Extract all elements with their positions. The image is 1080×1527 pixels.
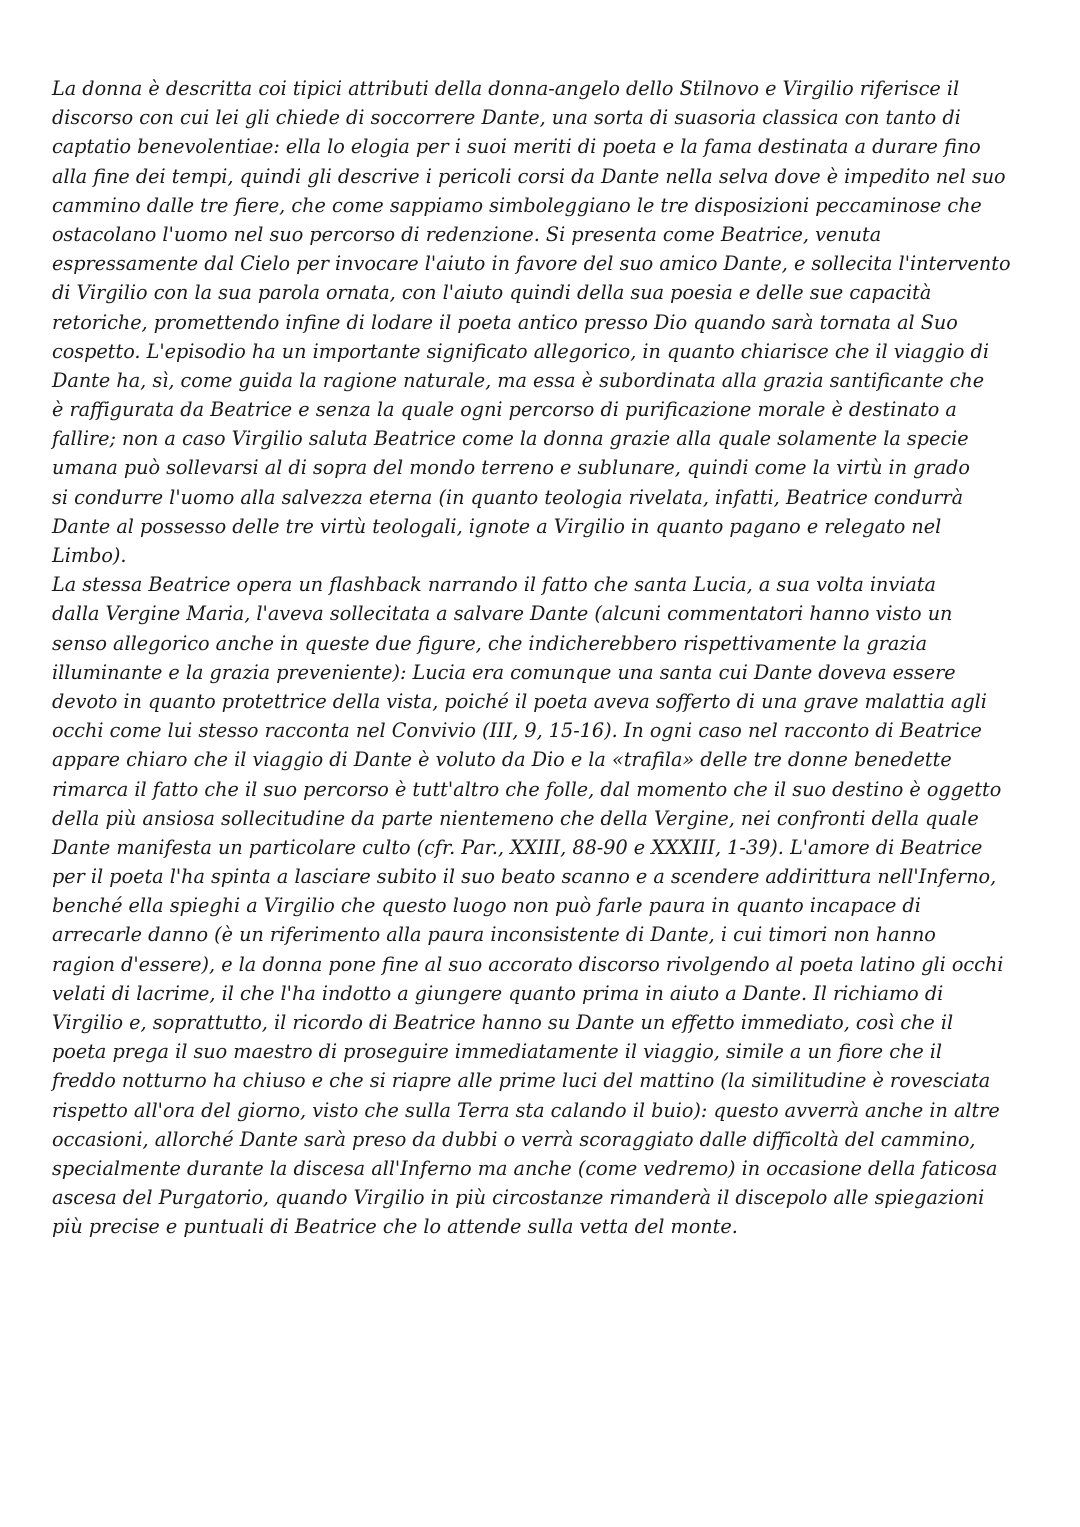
text-line: umana può sollevarsi al di sopra del mondo terreno e sublunare, quindi come la virtù in grado xyxy=(52,456,970,480)
text-line: specialmente durante la discesa all'Inferno ma anche (come vedremo) in occasione della faticosa xyxy=(52,1156,998,1180)
text-line: ragion d'essere), e la donna pone fine al suo accorato discorso rivolgendo al poeta latino gli occhi xyxy=(52,952,1004,976)
text-line: velati di lacrime, il che l'ha indotto a giungere quanto prima in aiuto a Dante. Il richiamo di xyxy=(52,981,944,1005)
text-line: retoriche, promettendo infine di lodare il poeta antico presso Dio quando sarà tornata al Suo xyxy=(52,310,958,334)
text-line: ostacolano l'uomo nel suo percorso di redenzione. Si presenta come Beatrice, venuta xyxy=(52,222,882,246)
text-line: per il poeta l'ha spinta a lasciare subito il suo beato scanno e a scendere addirittura nell'Inferno, xyxy=(52,865,997,889)
text-line: fallire; non a caso Virgilio saluta Beatrice come la donna grazie alla quale solamente la specie xyxy=(52,427,969,451)
text-line: illuminante e la grazia preveniente): Lucia era comunque una santa cui Dante doveva essere xyxy=(52,660,956,684)
text-line: La stessa Beatrice opera un flashback narrando il fatto che santa Lucia, a sua volta inviata xyxy=(52,573,936,597)
text-line: più precise e puntuali di Beatrice che lo attende sulla vetta del monte. xyxy=(52,1215,738,1239)
text-line: poeta prega il suo maestro di proseguire immediatamente il viaggio, simile a un fiore che il xyxy=(52,1040,943,1064)
text-line: rimarca il fatto che il suo percorso è tutt'altro che folle, dal momento che il suo destino è oggetto xyxy=(52,777,1002,801)
text-line: Dante manifesta un particolare culto (cfr. Par., XXIII, 88-90 e XXXIII, 1-39). L'amore di Beatrice xyxy=(52,835,983,859)
text-line: senso allegorico anche in queste due figure, che indicherebbero rispettivamente la grazia xyxy=(52,631,928,655)
text-line: dalla Vergine Maria, l'aveva sollecitata a salvare Dante (alcuni commentatori hanno visto un xyxy=(52,602,953,626)
text-line: captatio benevolentiae: ella lo elogia per i suoi meriti di poeta e la fama destinata a durare fino xyxy=(52,135,981,159)
text-line: cospetto. L'episodio ha un importante significato allegorico, in quanto chiarisce che il viaggio di xyxy=(52,339,989,363)
text-line: Limbo). xyxy=(52,544,127,567)
text-line: freddo notturno ha chiuso e che si riapre alle prime luci del mattino (la similitudine è rovesciata xyxy=(52,1069,991,1093)
text-line: cammino dalle tre fiere, che come sappiamo simboleggiano le tre disposizioni peccaminose che xyxy=(52,193,982,217)
text-line: di Virgilio con la sua parola ornata, con l'aiuto quindi della sua poesia e delle sue capacità xyxy=(52,281,932,305)
text-line: Dante ha, sì, come guida la ragione naturale, ma essa è subordinata alla grazia santificante che xyxy=(52,368,985,392)
text-line: alla fine dei tempi, quindi gli descrive i pericoli corsi da Dante nella selva dove è impedito nel suo xyxy=(52,164,1006,188)
body-text xyxy=(52,74,1042,1242)
text-line: arrecarle danno (è un riferimento alla paura inconsistente di Dante, i cui timori non hanno xyxy=(52,923,936,947)
text-line: si condurre l'uomo alla salvezza eterna (in quanto teologia rivelata, infatti, Beatrice condurrà xyxy=(52,485,964,509)
text-line: ascesa del Purgatorio, quando Virgilio in più circostanze rimanderà il discepolo alle spiegazioni xyxy=(52,1186,985,1210)
text-line: benché ella spieghi a Virgilio che questo luogo non può farle paura in quanto incapace di xyxy=(52,894,921,918)
text-line: espressamente dal Cielo per invocare l'aiuto in favore del suo amico Dante, e sollecita l'intervento xyxy=(52,252,1011,276)
text-line: Dante al possesso delle tre virtù teologali, ignote a Virgilio in quanto pagano e relegato nel xyxy=(52,514,942,538)
text-line: discorso con cui lei gli chiede di soccorrere Dante, una sorta di suasoria classica con tanto di xyxy=(52,106,961,130)
text-line: della più ansiosa sollecitudine da parte nientemeno che della Vergine, nei confronti della quale xyxy=(52,806,979,830)
text-line: rispetto all'ora del giorno, visto che sulla Terra sta calando il buio): questo avverrà anche in altre xyxy=(52,1098,1000,1122)
text-line: occasioni, allorché Dante sarà preso da dubbi o verrà scoraggiato dalle difficoltà del cammino, xyxy=(52,1127,976,1151)
text-line: Virgilio e, soprattutto, il ricordo di Beatrice hanno su Dante un effetto immediato, così che il xyxy=(52,1011,954,1034)
text-line: devoto in quanto protettrice della vista, poiché il poeta aveva sofferto di una grave malattia agli xyxy=(52,689,987,713)
text-line: La donna è descritta coi tipici attributi della donna-angelo dello Stilnovo e Virgilio riferisce il xyxy=(52,77,960,100)
text-line: è raffigurata da Beatrice e senza la quale ogni percorso di purificazione morale è destinato a xyxy=(52,398,957,422)
text-line: occhi come lui stesso racconta nel Convivio (III, 9, 15-16). In ogni caso nel racconto di Beatrice xyxy=(52,719,982,743)
text-line: appare chiaro che il viaggio di Dante è voluto da Dio e la «trafila» delle tre donne benedette xyxy=(52,748,952,772)
